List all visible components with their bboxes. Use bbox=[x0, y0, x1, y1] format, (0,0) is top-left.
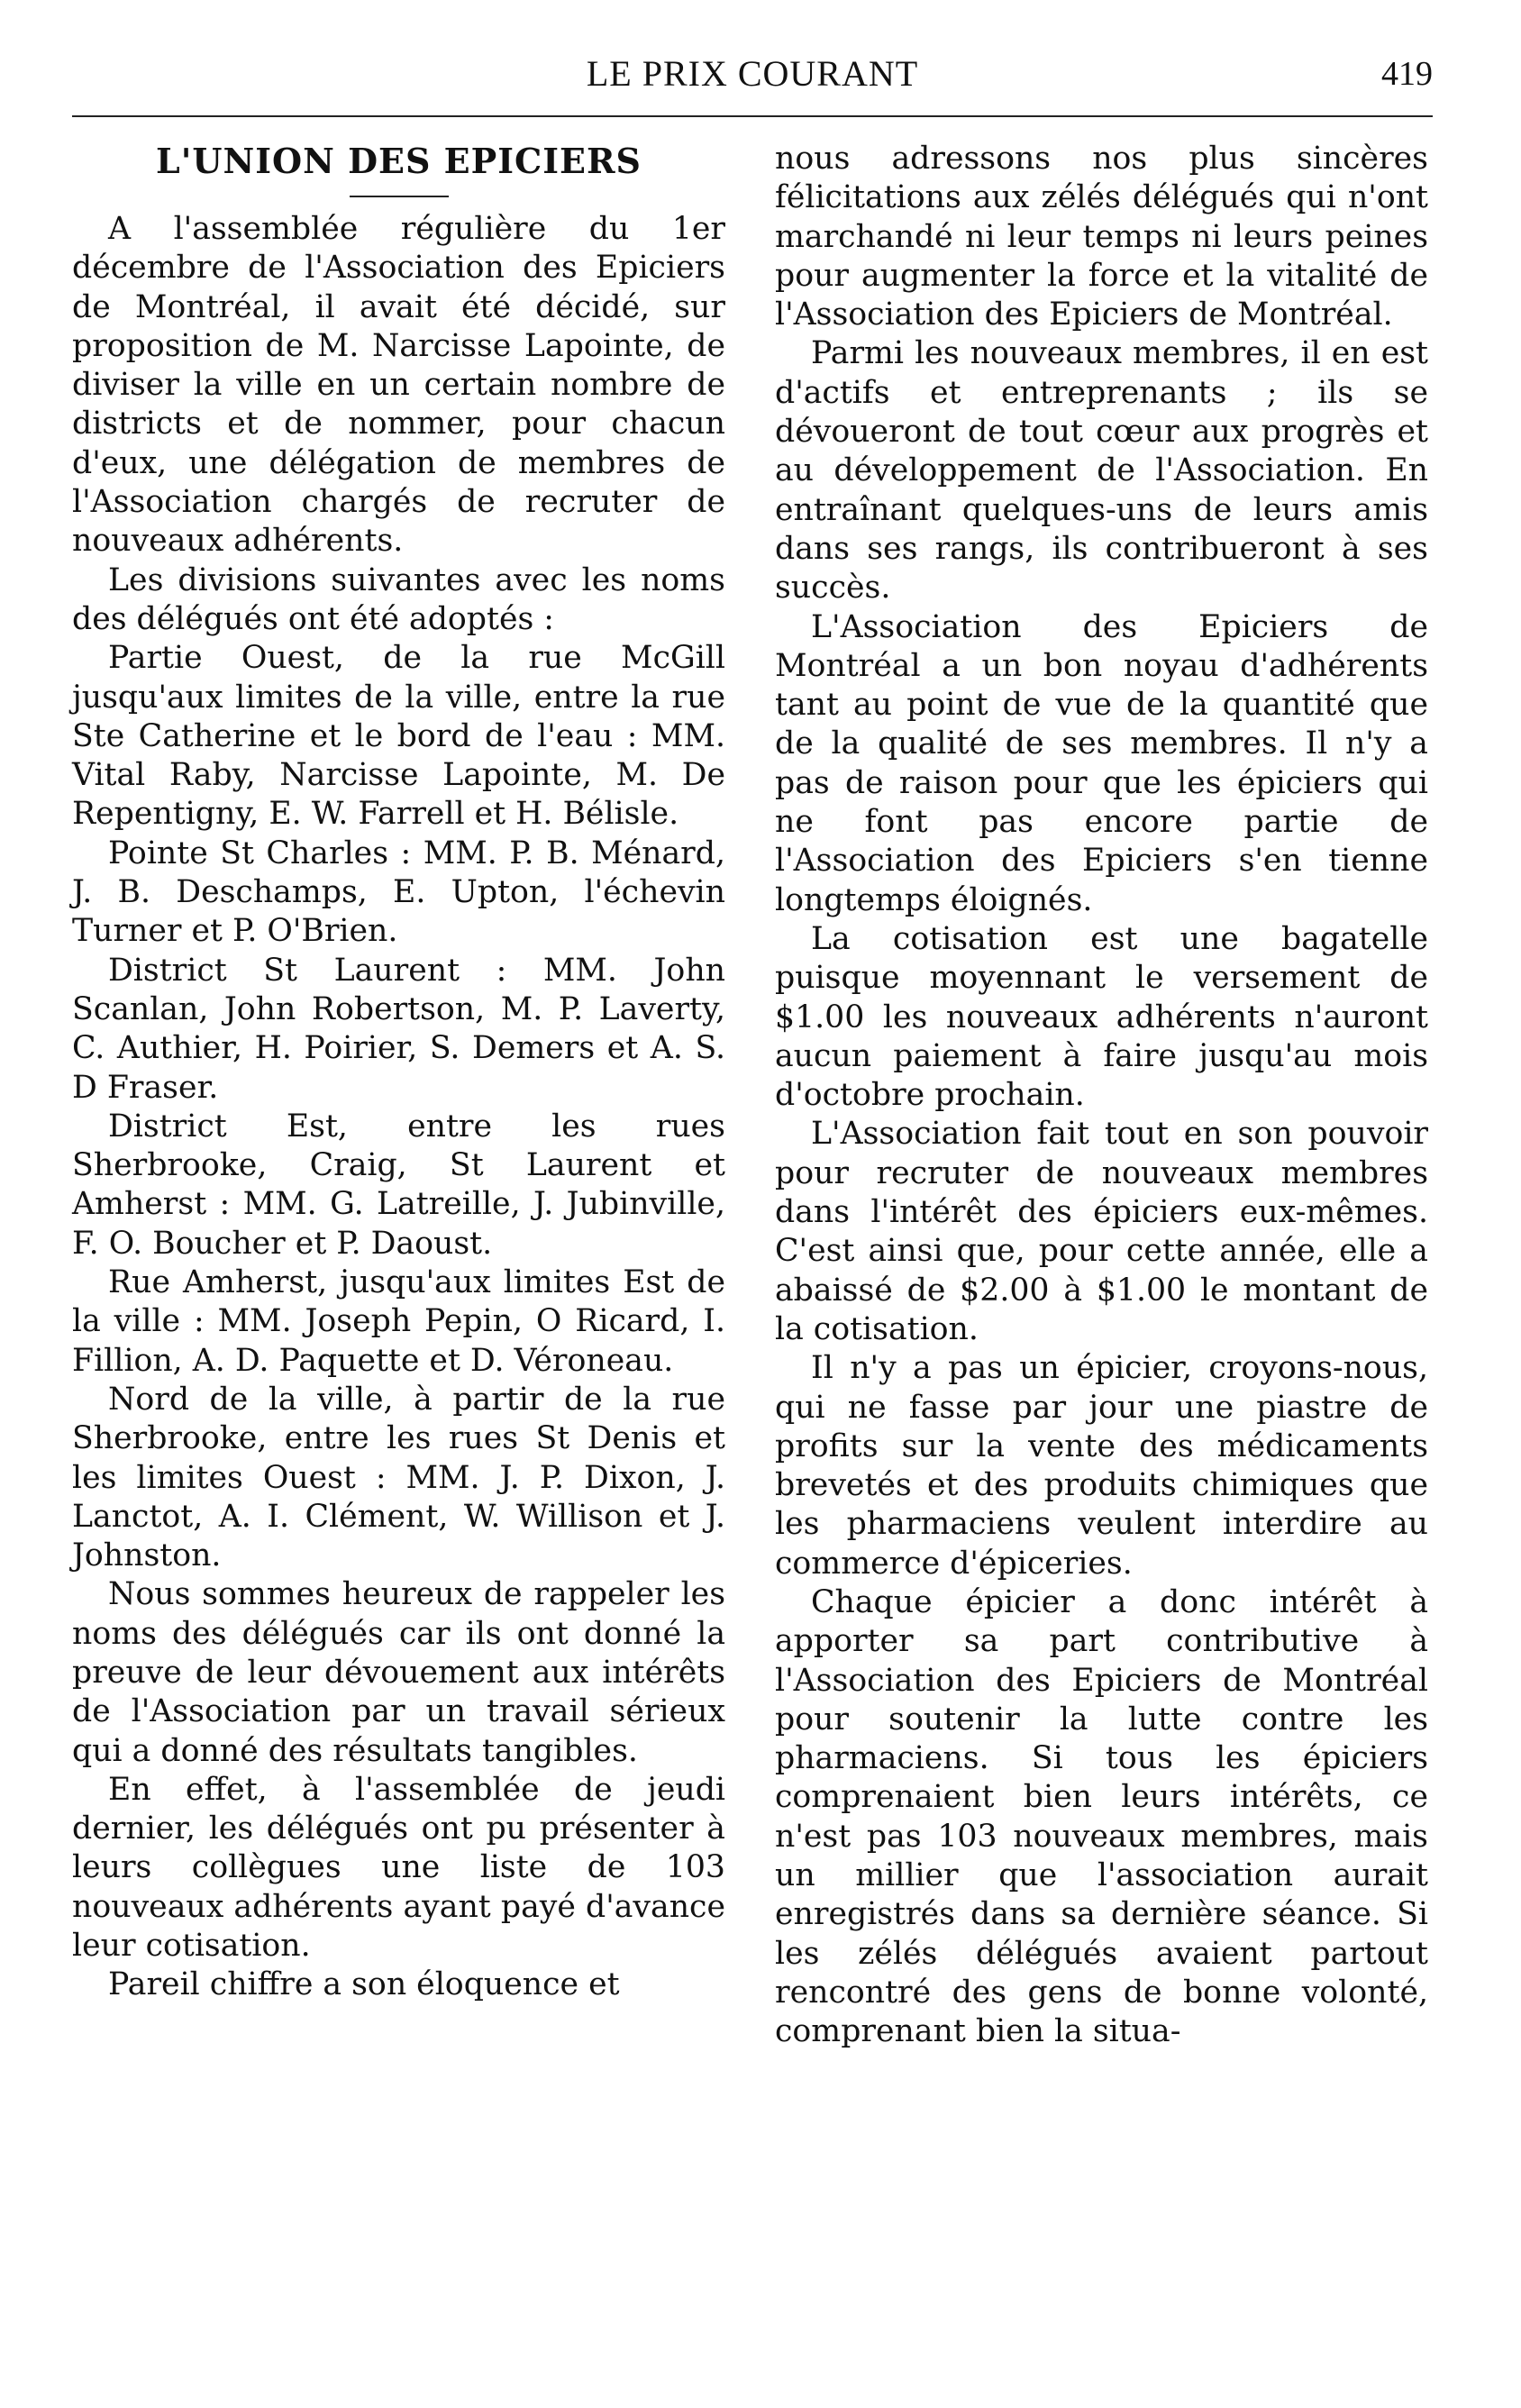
paragraph: Les divisions suivantes avec les noms des délégués ont été adoptés : bbox=[72, 561, 725, 637]
paragraph: nous adressons nos plus sincères félicitations aux zélés délégués qui n'ont marchandé ni leur temps ni leurs peines pour augmenter la force et la vitalité de l'Association des Epiciers de Montréal. bbox=[775, 141, 1428, 333]
page-number: 419 bbox=[1381, 55, 1433, 93]
paragraph: District St Laurent : MM. John Scanlan, John Robertson, M. P. Laverty, C. Authier, H. Poirier, S. Demers et A. S. D Fraser. bbox=[72, 952, 725, 1106]
running-title: LE PRIX COURANT bbox=[586, 53, 919, 94]
title-rule bbox=[350, 196, 449, 197]
paragraph: Il n'y a pas un épicier, croyons-nous, qui ne fasse par jour une piastre de profits sur la vente des médicaments brevetés et des produits chimiques que les pharmaciens veulent interdire au commerce d'épiceries. bbox=[775, 1350, 1428, 1582]
paragraph: L'Association fait tout en son pouvoir pour recruter de nouveaux membres dans l'intérêt des épiciers eux-mêmes. C'est ainsi que, pour cette année, elle a abaissé de $2.00 à $1.00 le montant de la cotisation. bbox=[775, 1116, 1428, 1347]
paragraph: District Est, entre les rues Sherbrooke, Craig, St Laurent et Amherst : MM. G. Latreille, J. Jubinville, F. O. Boucher et P. Daoust. bbox=[72, 1108, 725, 1262]
article-title: L'UNION DES EPICIERS bbox=[156, 141, 642, 181]
header-rule bbox=[72, 115, 1433, 117]
paragraph: L'Association des Epiciers de Montréal a un bon noyau d'adhérents tant au point de vue de la quantité que de la qualité de ses membres. Il n'y a pas de raison pour que les épiciers qui ne font pas encore partie de l'Association des Epiciers s'en tienne longtemps éloignés. bbox=[775, 608, 1428, 918]
column-left bbox=[72, 140, 725, 2005]
paragraph: Pareil chiffre a son éloquence et bbox=[108, 1966, 620, 2003]
paragraph: Nous sommes heureux de rappeler les noms des délégués car ils ont donné la preuve de leur dévouement aux intérêts de l'Association par un travail sérieux qui a donné des résultats tangibles. bbox=[72, 1576, 725, 1769]
paragraph: A l'assemblée régulière du 1er décembre de l'Association des Epiciers de Montréal, il avait été décidé, sur proposition de M. Narcisse Lapointe, de diviser la ville en un certain nombre de districts et de nommer, pour chacun d'eux, une délégation de membres de l'Association chargés de recruter de nouveaux adhérents. bbox=[72, 211, 725, 560]
paragraph: Partie Ouest, de la rue McGill jusqu'aux limites de la ville, entre la rue Ste Catherine et le bord de l'eau : MM. Vital Raby, Narcisse Lapointe, M. De Repentigny, E. W. Farrell et H. Bélisle. bbox=[72, 640, 725, 833]
paragraph: Chaque épicier a donc intérêt à apporter sa part contributive à l'Association des Epiciers de Montréal pour soutenir la lutte contre les pharmaciens. Si tous les épiciers comprenaient bien leurs intérêts, ce n'est pas 103 nouveaux membres, mais un millier que l'association aurait enregistrés dans sa dernière séance. Si les zélés délégués avaient partout rencontré des gens de bonne volonté, comprenant bien la situa- bbox=[775, 1583, 1428, 2050]
page-header bbox=[72, 52, 1433, 106]
paragraph: Rue Amherst, jusqu'aux limites Est de la ville : MM. Joseph Pepin, O Ricard, I. Fillion, A. D. Paquette et D. Véroneau. bbox=[72, 1264, 725, 1379]
paragraph: En effet, à l'assemblée de jeudi dernier, les délégués ont pu présenter à leurs collègues une liste de 103 nouveaux adhérents ayant payé d'avance leur cotisation. bbox=[72, 1771, 725, 1965]
paragraph: Nord de la ville, à partir de la rue Sherbrooke, entre les rues St Denis et les limites Ouest : MM. J. P. Dixon, J. Lanctot, A. I. Clément, W. Willison et J. Johnston. bbox=[72, 1381, 725, 1574]
paragraph: Pointe St Charles : MM. P. B. Ménard, J. B. Deschamps, E. Upton, l'échevin Turner et P. O'Brien. bbox=[72, 835, 725, 950]
paragraph: Parmi les nouveaux membres, il en est d'actifs et entreprenants ; ils se dévoueront de tout cœur aux progrès et au développement de l'Association. En entraînant quelques-uns de leurs amis dans ses rangs, ils contribueront à ses succès. bbox=[775, 335, 1428, 607]
paragraph: La cotisation est une bagatelle puisque moyennant le versement de $1.00 les nouveaux adhérents n'auront aucun paiement à faire jusqu'au mois d'octobre prochain. bbox=[775, 920, 1428, 1114]
column-right bbox=[775, 140, 1428, 2052]
